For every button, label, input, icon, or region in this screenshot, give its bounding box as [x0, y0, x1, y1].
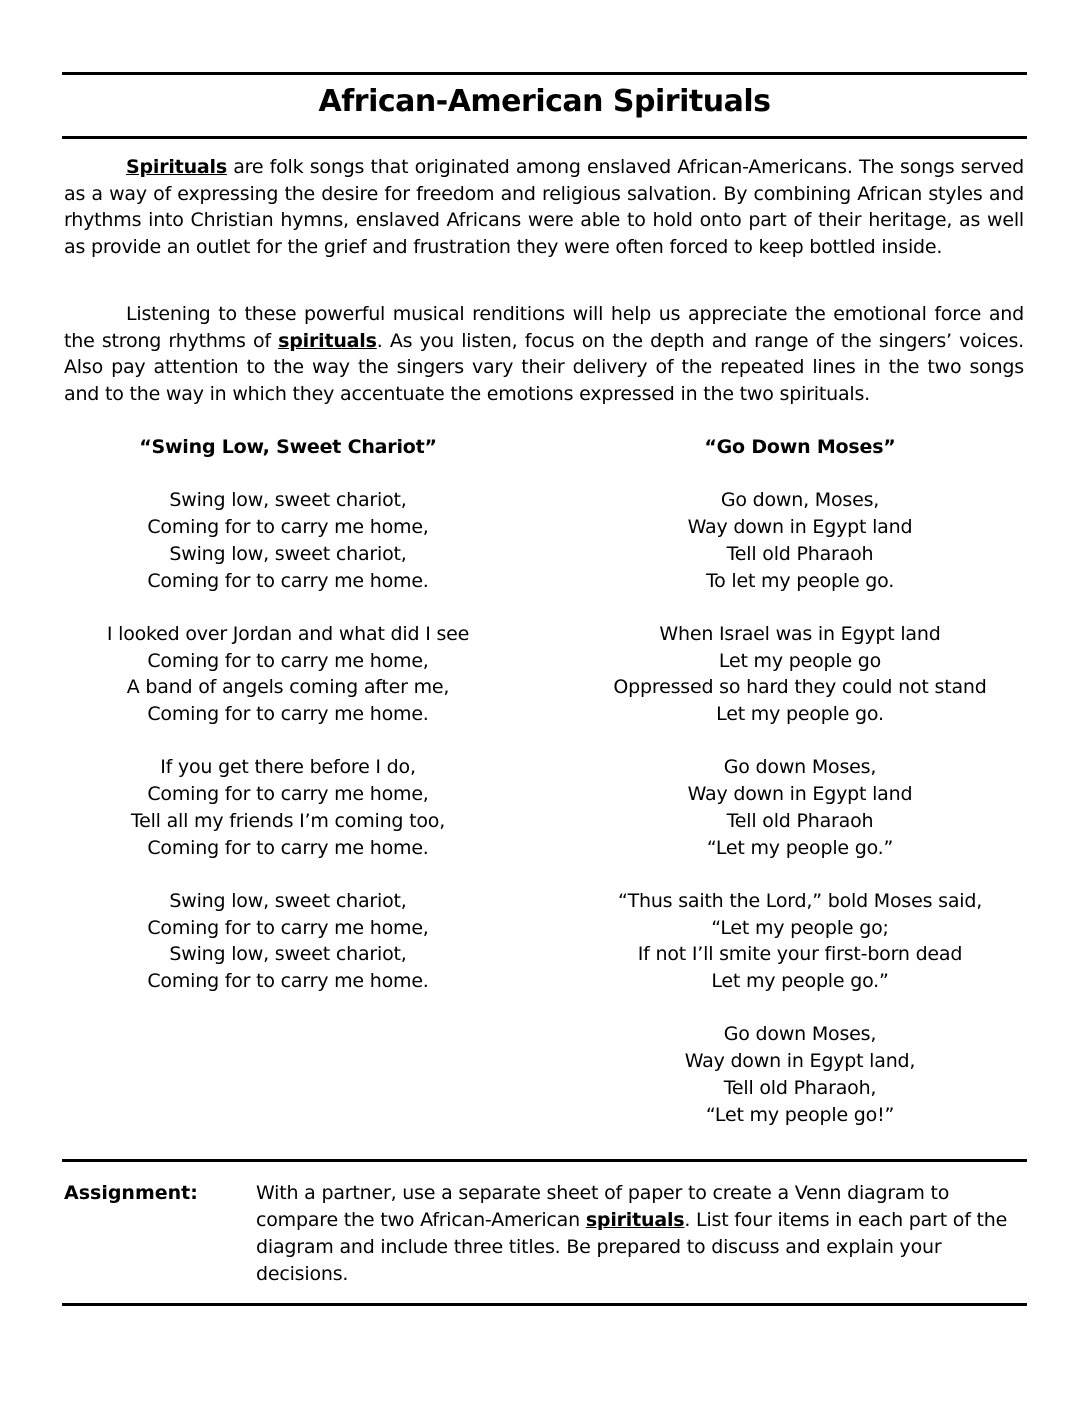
lyric-line: Oppressed so hard they could not stand	[613, 676, 987, 699]
assignment-text-b: . List four items in each part of the diagram and include three titles. Be prepared to discuss and explain your decisions.	[256, 1209, 1008, 1285]
page-title: African-American Spirituals	[318, 84, 771, 119]
lyric-line: Let my people go	[718, 649, 882, 672]
assignment-text	[256, 1180, 1026, 1288]
lyric-line: Let my people go.	[716, 703, 884, 725]
stanza	[568, 1021, 1032, 1128]
lyric-line: “Thus saith the Lord,” bold Moses said,	[617, 889, 983, 912]
lyric-line: If not I’ll smite your first-born dead	[637, 943, 963, 966]
stanza	[568, 888, 1032, 995]
title-rule	[62, 136, 1027, 139]
keyword-spirituals: Spirituals	[126, 156, 227, 178]
lyric-line: Way down in Egypt land,	[684, 1050, 916, 1073]
lyric-line: Tell all my friends I’m coming too,	[130, 809, 446, 832]
lyric-line: Coming for to carry me home.	[147, 703, 429, 725]
keyword-spirituals: spirituals	[278, 329, 377, 352]
assignment-text-a: With a partner, use a separate sheet of paper to create a Venn diagram to compare the two African-American	[256, 1182, 950, 1231]
lyric-line: Tell old Pharaoh	[726, 809, 874, 832]
lyric-line: Coming for to carry me home,	[147, 783, 429, 806]
lyric-line: Coming for to carry me home,	[147, 516, 429, 539]
lyric-line: Coming for to carry me home.	[147, 970, 429, 992]
lyric-line: Go down, Moses,	[720, 489, 880, 512]
stanza	[64, 754, 512, 861]
song-column-swing-low	[64, 434, 512, 1021]
lyric-line: Swing low, sweet chariot,	[169, 943, 407, 966]
lyric-line: Go down Moses,	[723, 756, 877, 779]
stanza	[64, 888, 512, 995]
lyric-line: Coming for to carry me home,	[147, 916, 429, 939]
lyric-line: Way down in Egypt land	[687, 516, 913, 539]
stanza	[568, 487, 1032, 594]
lyric-line: Tell old Pharaoh	[726, 542, 874, 565]
stanza	[568, 621, 1032, 728]
stanza	[64, 487, 512, 594]
lyric-line: To let my people go.	[705, 569, 895, 592]
lyric-line: When Israel was in Egypt land	[659, 622, 941, 645]
stanza	[568, 754, 1032, 861]
lyric-line: A band of angels coming after me,	[126, 676, 450, 699]
lyric-line: Coming for to carry me home.	[147, 836, 429, 859]
lyric-line: Swing low, sweet chariot,	[169, 542, 407, 565]
lyric-line: Swing low, sweet chariot,	[169, 489, 407, 512]
song-title: “Swing Low, Sweet Chariot”	[139, 436, 437, 458]
lyric-line: “Let my people go;	[711, 916, 889, 939]
lyric-line: Swing low, sweet chariot,	[169, 889, 407, 912]
lyric-line: If you get there before I do,	[160, 756, 416, 779]
top-rule	[62, 72, 1027, 75]
lyric-line: Go down Moses,	[723, 1023, 877, 1046]
lyric-line: Tell old Pharaoh,	[723, 1076, 877, 1099]
intro-paragraph-2-text-b: . As you listen, focus on the depth and range of the singers’ voices. Also pay attention to the way the singers vary their delivery of the repeated lines in the two songs and to the way in which they accentuate the emotions expressed in the two spirituals.	[64, 329, 1024, 405]
intro-paragraph-1-text: are folk songs that originated among enslaved African-Americans. The songs served as a way of expressing the desire for freedom and religious salvation. By combining African styles and rhythms into Christian hymns, enslaved Africans were able to hold onto part of their heritage, as well as provide an outlet for the grief and frustration they were often forced to keep bottled inside.	[64, 156, 1024, 258]
intro-paragraph-2-text-a: Listening to these powerful musical renditions will help us appreciate the emotional force and the strong rhythms of	[64, 303, 1024, 352]
lyric-line: Coming for to carry me home,	[147, 649, 429, 672]
assignment-bottom-rule	[62, 1303, 1027, 1306]
lyric-line: Coming for to carry me home.	[147, 569, 429, 592]
lyric-line: I looked over Jordan and what did I see	[106, 622, 470, 645]
intro-paragraph-2	[64, 301, 1024, 407]
song-column-go-down-moses	[568, 434, 1032, 1155]
lyric-line: “Let my people go.”	[706, 836, 894, 859]
lyric-line: Let my people go.”	[711, 970, 889, 992]
assignment-label: Assignment:	[64, 1182, 198, 1204]
intro-paragraph-1	[64, 154, 1024, 260]
assignment-top-rule	[62, 1159, 1027, 1162]
keyword-spirituals: spirituals	[585, 1209, 685, 1231]
lyric-line: Way down in Egypt land	[687, 783, 913, 806]
stanza	[64, 621, 512, 728]
lyric-line: “Let my people go!”	[705, 1103, 895, 1126]
song-title: “Go Down Moses”	[704, 436, 896, 458]
